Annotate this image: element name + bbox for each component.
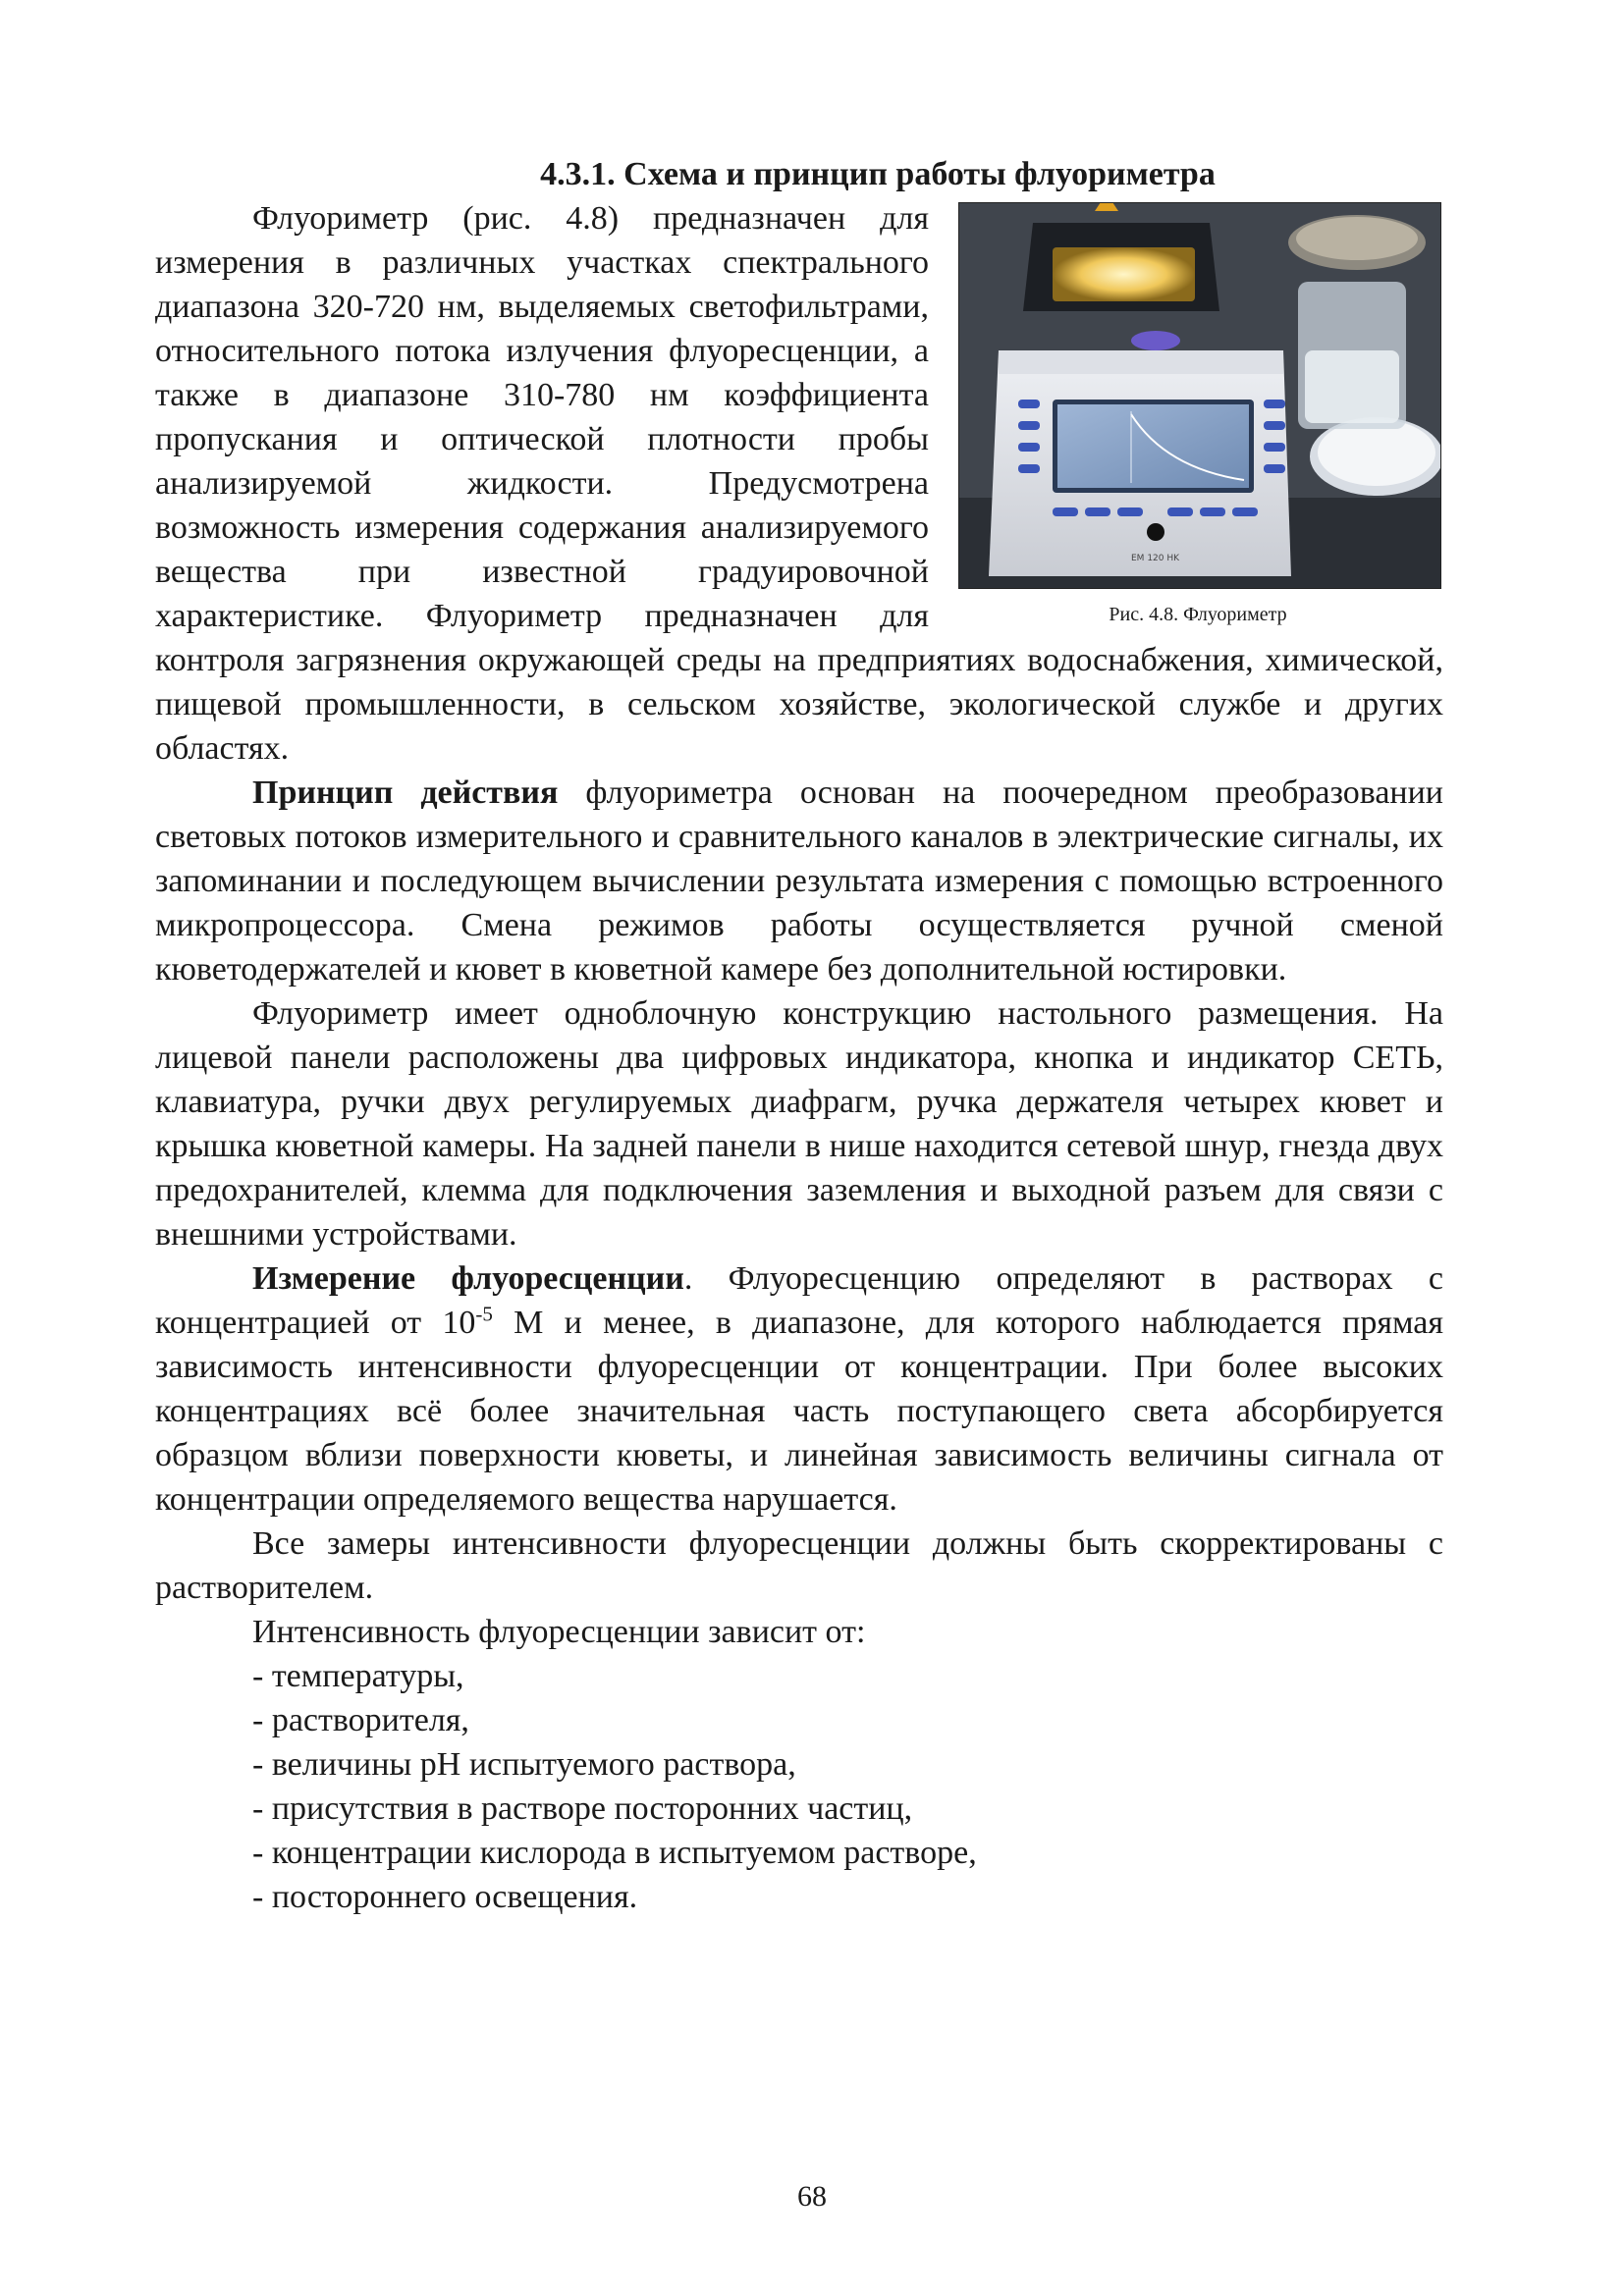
paragraph-2-bold: Принцип действия — [252, 774, 559, 811]
paragraph-4-text-a: . Флуоресценцию определяют в растворах с концентрацией от 10 — [155, 1260, 1443, 1341]
page-content — [155, 152, 1443, 1919]
page-number: 68 — [797, 2180, 827, 2213]
list-item: - присутствия в растворе посторонних частиц, — [252, 1790, 913, 1827]
paragraph-4-bold: Измерение флуоресценции — [252, 1260, 684, 1297]
list-item: - концентрации кислорода в испытуемом растворе, — [252, 1835, 977, 1871]
fluorimeter-image — [959, 203, 1440, 588]
paragraph-3: Флуориметр имеет одноблочную конструкцию настольного размещения. На лицевой панели расположены два цифровых индикатора, кнопка и индикатор СЕТЬ, клавиатура, ручки двух регулируемых диафрагм, ручка держателя четырех кювет и крышка кюветной камеры. На задней панели в нише находится сетевой шнур, гнезда двух предохранителей, клемма для подключения заземления и выходной разъем для связи с внешними устройствами. — [155, 995, 1443, 1253]
paragraph-1: Флуориметр (рис. 4.8) предназначен для измерения в различных участках спектрального диапазона 320-720 нм, выделяемых светофильтрами, относительного потока излучения флуоресценции, а также в диапазоне 310-780 нм коэффициента пропускания и оптической плотности пробы анализируемой жидкости. Предусмотрена возможность измерения содержания анализируемого вещества при известной градуировочной характеристике. Флуориметр предназначен для контроля загрязнения окружающей среды на предприятиях водоснабжения, химической, пищевой промышленности, в сельском хозяйстве, экологической службе и других областях. — [155, 200, 1443, 767]
paragraph-4-text-b: М и менее, в диапазоне, для которого наблюдается прямая зависимость интенсивности флуоресценции от концентрации. При более высоких концентрациях всё более значительная часть поступающего света абсорбируется образцом вблизи поверхности кюветы, и линейная зависимость величины сигнала от концентрации определяемого вещества нарушается. — [155, 1305, 1444, 1518]
list-item: - растворителя, — [252, 1702, 469, 1738]
figure-4-8 — [952, 202, 1443, 628]
paragraph-2-text: флуориметра основан на поочередном преобразовании световых потоков измерительного и сравнительного каналов в электрические сигналы, их запоминании и последующем вычислении результата измерения с помощью встроенного микропроцессора. Смена режимов работы осуществляется ручной сменой кюветодержателей и кювет в кюветной камере без дополнительной юстировки. — [155, 774, 1443, 988]
fluorimeter-photo — [958, 202, 1441, 589]
paragraph-4 — [155, 1256, 1443, 1522]
paragraph-6: Интенсивность флуоресценции зависит от: — [252, 1614, 866, 1650]
list-item: - величины pH испытуемого раствора, — [252, 1746, 796, 1783]
figure-caption: Рис. 4.8. Флуориметр — [1109, 604, 1287, 625]
device-label: EM 120 HK — [1131, 554, 1180, 563]
paragraph-5: Все замеры интенсивности флуоресценции должны быть скорректированы с растворителем. — [155, 1525, 1443, 1606]
paragraph-2 — [155, 771, 1443, 991]
list-item: - постороннего освещения. — [252, 1879, 638, 1915]
paragraph-4-exponent: -5 — [475, 1302, 493, 1326]
list-item: - температуры, — [252, 1658, 464, 1694]
section-heading: 4.3.1. Схема и принцип работы флуориметра — [540, 156, 1216, 192]
